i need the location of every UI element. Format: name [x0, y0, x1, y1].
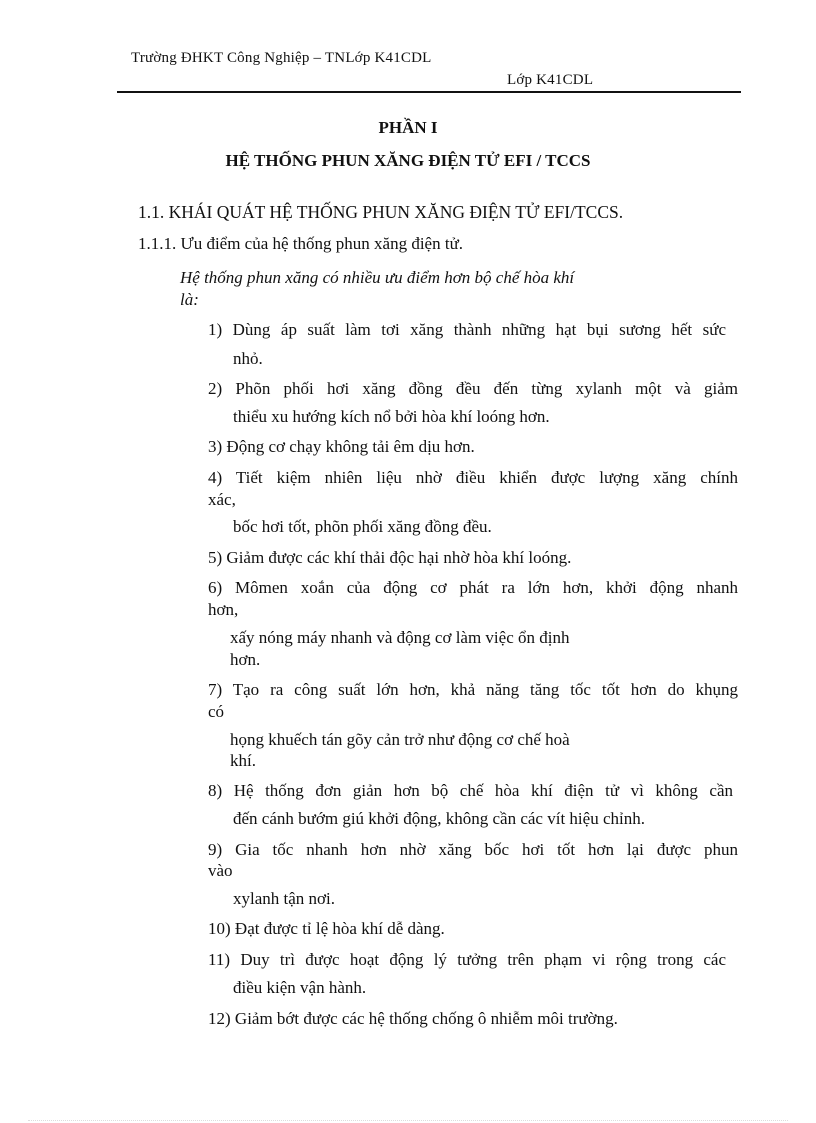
list-item-10: 10) Đạt được tỉ lệ hòa khí dễ dàng. [208, 919, 445, 938]
list-item-7: 7) Tạo ra công suất lớn hơn, khả năng tăng tốc tốt hơn do khụng [208, 680, 738, 699]
intro-line-1: Hệ thống phun xăng có nhiều ưu điểm hơn bộ chế hòa khí [180, 268, 575, 287]
list-item-2: 2) Phõn phối hơi xăng đồng đều đến từng xylanh một và giảm [208, 379, 738, 398]
subsection-heading: 1.1.1. Ưu điểm của hệ thống phun xăng điện tử. [138, 234, 464, 253]
list-item-3: 3) Động cơ chạy không tải êm dịu hơn. [208, 437, 475, 456]
page-bottom-dotted-line [28, 1120, 788, 1121]
list-item-4: 4) Tiết kiệm nhiên liệu nhờ điều khiển được lượng xăng chính [208, 468, 738, 487]
list-item-8: 8) Hệ thống đơn giản hơn bộ chế hòa khí điện tử vì không cần [208, 781, 733, 800]
list-item-8-cont: đến cánh bướm giú khởi động, không cần các vít hiệu chỉnh. [233, 809, 645, 828]
part-title: PHẦN I [378, 118, 438, 137]
header-rule [117, 91, 741, 93]
header-class: Lớp K41CDL [507, 72, 594, 88]
list-item-11: 11) Duy trì được hoạt động lý tưởng trên phạm vi rộng trong các [208, 950, 726, 969]
list-item-7-cont: họng khuếch tán gõy cản trở như động cơ chế hoà [230, 730, 570, 749]
list-item-7-wrap: có [208, 702, 225, 721]
list-item-9-cont: xylanh tận nơi. [233, 889, 335, 908]
list-item-9: 9) Gia tốc nhanh hơn nhờ xăng bốc hơi tốt hơn lại được phun [208, 840, 738, 859]
part-subtitle: HỆ THỐNG PHUN XĂNG ĐIỆN TỬ EFI / TCCS [225, 151, 591, 170]
list-item-6-cont-2: hơn. [230, 650, 261, 669]
section-heading: 1.1. KHÁI QUÁT HỆ THỐNG PHUN XĂNG ĐIỆN TỬ EFI/TCCS. [138, 202, 624, 222]
list-item-1-cont: nhỏ. [233, 349, 263, 368]
list-item-4-cont: bốc hơi tốt, phõn phối xăng đồng đều. [233, 517, 492, 536]
header-school: Trường ĐHKT Công Nghiệp – TNLớp K41CDL [131, 50, 432, 66]
intro-line-2: là: [180, 290, 199, 309]
list-item-2-cont: thiểu xu hướng kích nổ bởi hòa khí loóng hơn. [233, 407, 550, 426]
list-item-9-wrap: vào [208, 861, 233, 880]
list-item-6-cont: xấy nóng máy nhanh và động cơ làm việc ổn định [230, 628, 570, 647]
list-item-12: 12) Giảm bớt được các hệ thống chống ô nhiễm môi trường. [208, 1009, 618, 1028]
list-item-6-wrap: hơn, [208, 600, 239, 619]
list-item-1: 1) Dùng áp suất làm tơi xăng thành những hạt bụi sương hết sức [208, 320, 726, 339]
list-item-6: 6) Mômen xoắn của động cơ phát ra lớn hơn, khởi động nhanh [208, 578, 738, 597]
list-item-7-cont-2: khí. [230, 751, 256, 770]
list-item-11-cont: điều kiện vận hành. [233, 978, 367, 997]
list-item-5: 5) Giảm được các khí thải độc hại nhờ hòa khí loóng. [208, 548, 572, 567]
list-item-4-wrap: xác, [208, 490, 236, 509]
